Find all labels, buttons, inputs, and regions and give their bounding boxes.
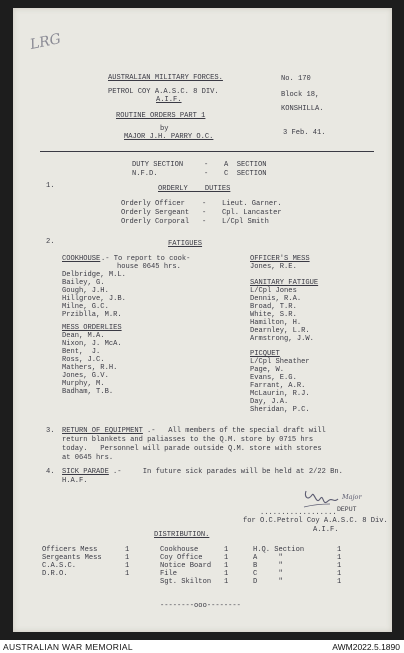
list-item: Hamilton, H. [250, 319, 302, 327]
distribution-name: C.A.S.C. [42, 562, 77, 570]
distribution-heading: DISTRIBUTION. [154, 531, 210, 539]
pencil-annotation: LRG [28, 30, 63, 54]
sick-parade-text: .- In future sick parades will be held at 2/22 Bn. [113, 468, 343, 476]
list-item: Hillgrove, J.B. [62, 295, 126, 303]
orderly-sep: - [202, 209, 207, 217]
distribution-name: Notice Board [160, 562, 212, 570]
duty-section-sep: - [204, 161, 209, 169]
list-item: Sheridan, P.C. [250, 406, 310, 414]
list-item: Farrant, A.R. [250, 382, 306, 390]
list-item: Jones, G.V. [62, 372, 109, 380]
order-number: No. 170 [281, 75, 311, 83]
distribution-qty: 1 [224, 554, 229, 562]
section-number-4: 4. [46, 468, 55, 476]
list-item: Nixon, J. McA. [62, 340, 122, 348]
section-number-1: 1. [46, 182, 55, 190]
sanitary-fatigue-label: SANITARY FATIGUE [250, 279, 319, 287]
list-item: Delbridge, M.L. [62, 271, 126, 279]
distribution-name: D.R.O. [42, 570, 68, 578]
distribution-qty: 1 [337, 578, 342, 586]
return-equipment-label: RETURN OF EQUIPMENT [62, 427, 143, 435]
order-date: 3 Feb. 41. [283, 129, 326, 137]
mess-orderlies-label: MESS ORDERLIES [62, 324, 122, 332]
duty-section-value: A SECTION [224, 161, 267, 169]
distribution-qty: 1 [224, 546, 229, 554]
list-item: White, S.R. [250, 311, 297, 319]
orderly-name: Lieut. Garner. [222, 200, 282, 208]
list-item: L/Cpl Jones [250, 287, 297, 295]
nfd-label: N.F.D. [132, 170, 158, 178]
orderly-name: L/Cpl Smith [222, 218, 269, 226]
org-heading: AUSTRALIAN MILITARY FORCES. [108, 74, 223, 82]
list-item: Murphy, M. [62, 380, 105, 388]
unit-aif: A.I.F. [156, 96, 182, 104]
distribution-qty: 1 [337, 554, 342, 562]
equipment-text: .- All members of the special draft will [147, 427, 326, 435]
distribution-qty: 1 [224, 578, 229, 586]
orderly-sep: - [202, 200, 207, 208]
distribution-qty: 1 [125, 570, 130, 578]
distribution-name: C " [253, 570, 283, 578]
list-item: Gough, J.H. [62, 287, 109, 295]
distribution-qty: 1 [224, 570, 229, 578]
commanding-officer: MAJOR J.H. PARRY O.C. [124, 133, 214, 141]
distribution-qty: 1 [125, 546, 130, 554]
unit-line: PETROL COY A.A.S.C. 8 DIV. [108, 88, 219, 96]
equipment-text: return blankets and paliasses to the Q.M. store by 0715 hrs [62, 436, 314, 444]
list-item: McLaurin, R.J. [250, 390, 310, 398]
caption-bar [0, 640, 404, 653]
distribution-name: File [160, 570, 178, 578]
list-item: Bent, J. [62, 348, 101, 356]
list-item: Page, W. [250, 366, 285, 374]
list-item: Ross, J.C. [62, 356, 105, 364]
signature-dots: .................. [260, 509, 337, 517]
duty-section-label: DUTY SECTION [132, 161, 184, 169]
cookhouse-note: house 0645 hrs. [117, 263, 181, 271]
equipment-text: at 0645 hrs. [62, 454, 114, 462]
distribution-name: H.Q. Section [253, 546, 305, 554]
orderly-role: Orderly Sergeant [121, 209, 190, 217]
signature-rank: Major [342, 493, 362, 501]
deputy-stamp: DEPUT [337, 506, 357, 513]
header-divider [40, 151, 374, 152]
distribution-qty: 1 [125, 562, 130, 570]
list-item: Jones, R.E. [250, 263, 297, 271]
distribution-name: A " [253, 554, 283, 562]
fatigues-heading: FATIGUES [168, 240, 203, 248]
orderly-role: Orderly Corporal [121, 218, 190, 226]
place-name: KONSHILLA. [281, 105, 324, 113]
list-item: Broad, T.R. [250, 303, 297, 311]
signature-aif: A.I.F. [313, 526, 339, 534]
officers-mess-label: OFFICER'S MESS [250, 255, 310, 263]
list-item: Badham, T.B. [62, 388, 114, 396]
nfd-value: C SECTION [224, 170, 267, 178]
distribution-qty: 1 [337, 546, 342, 554]
block-number: Block 18, [281, 91, 320, 99]
list-item: Day, J.A. [250, 398, 289, 406]
list-item: L/Cpl Sheather [250, 358, 310, 366]
distribution-name: Coy Office [160, 554, 203, 562]
distribution-name: Cookhouse [160, 546, 199, 554]
institution-name: AUSTRALIAN WAR MEMORIAL [3, 642, 133, 652]
document-title: ROUTINE ORDERS PART 1 [116, 112, 206, 120]
by-text: by [160, 125, 169, 133]
distribution-name: Sergeants Mess [42, 554, 102, 562]
nfd-sep: - [204, 170, 209, 178]
orderly-sep: - [202, 218, 207, 226]
distribution-name: Sgt. Skilton [160, 578, 212, 586]
list-item: Evans, E.G. [250, 374, 297, 382]
list-item: Armstrong, J.W. [250, 335, 314, 343]
orderly-role: Orderly Officer [121, 200, 185, 208]
distribution-qty: 1 [224, 562, 229, 570]
section-number-2: 2. [46, 238, 55, 246]
distribution-qty: 1 [125, 554, 130, 562]
distribution-name: B " [253, 562, 283, 570]
list-item: Dennis, R.A. [250, 295, 302, 303]
end-marker: --------ooo-------- [160, 602, 241, 610]
distribution-qty: 1 [337, 562, 342, 570]
sick-parade-label: SICK PARADE [62, 468, 109, 476]
list-item: Prziblla, M.R. [62, 311, 122, 319]
cookhouse-label: COOKHOUSE [62, 255, 101, 263]
list-item: Dearnley, L.R. [250, 327, 310, 335]
distribution-qty: 1 [337, 570, 342, 578]
cookhouse-note: .- To report to cook- [101, 255, 191, 263]
orderly-name: Cpl. Lancaster [222, 209, 282, 217]
signature-for-line: for O.C.Petrol Coy A.A.S.C. 8 Div. [243, 517, 388, 525]
orderly-duties-heading: ORDERLY DUTIES [158, 185, 231, 193]
distribution-name: D " [253, 578, 283, 586]
distribution-name: Officers Mess [42, 546, 98, 554]
list-item: Mathers, R.H. [62, 364, 118, 372]
section-number-3: 3. [46, 427, 55, 435]
accession-number: AWM2022.5.1890 [332, 642, 400, 652]
list-item: Dean, M.A. [62, 332, 105, 340]
picquet-label: PICQUET [250, 350, 280, 358]
list-item: Bailey, G. [62, 279, 105, 287]
list-item: Milne, G.C. [62, 303, 109, 311]
sick-parade-text: H.A.F. [62, 477, 88, 485]
equipment-text: today. Personnel will parade outside Q.M. store with stores [62, 445, 322, 453]
